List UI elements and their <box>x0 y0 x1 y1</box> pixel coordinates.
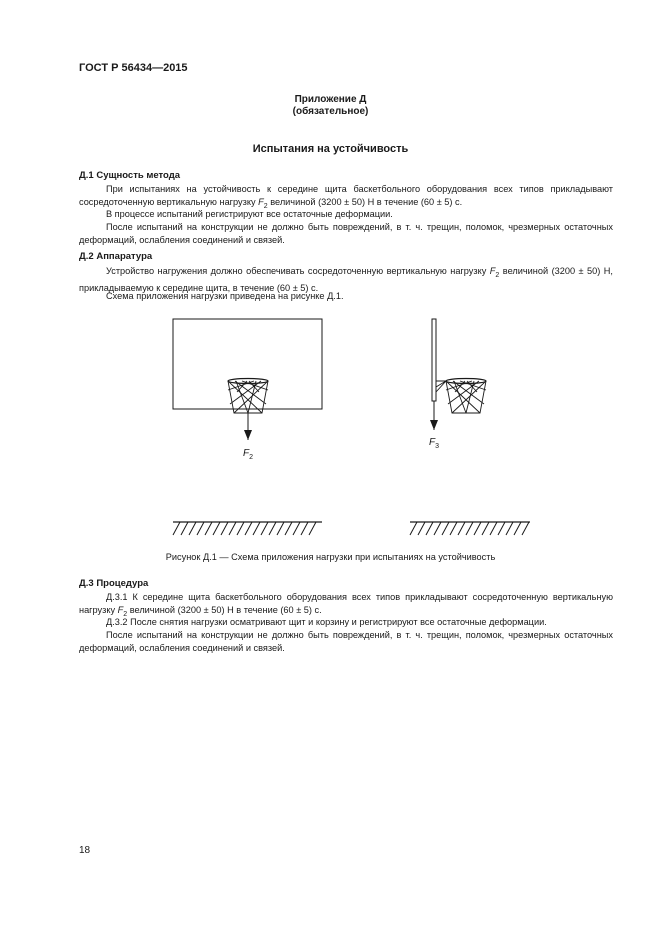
basket-front <box>222 379 268 414</box>
figure-caption: Рисунок Д.1 — Схема приложения нагрузки при испытаниях на устойчивость <box>165 552 496 562</box>
d3-paragraph-3: После испытаний на конструкции не должно быть повреждений, в т. ч. трещин, поломок, чрезмерных остаточных деформаций, ослабления соединений и связей. <box>79 630 613 653</box>
document-code: ГОСТ Р 56434—2015 <box>79 62 188 74</box>
hoop-mount <box>436 381 446 392</box>
d2-paragraph-1: Устройство нагружения должно обеспечивать сосредоточенную вертикальную нагрузку $F_2$ величиной (3200 ± 50) Н, прикладываемую к середине щита, в течение (60 ± 5) с. <box>79 266 613 294</box>
appendix-status: (обязательное) <box>292 106 369 117</box>
force-symbol: F <box>258 196 264 207</box>
d2-heading: Д.2 Аппаратура <box>79 251 153 262</box>
ground-right <box>410 522 530 535</box>
backboard-side <box>432 319 436 401</box>
ground-left <box>173 522 322 535</box>
d1-paragraph-2: В процессе испытаний регистрируют все остаточные деформации. <box>106 209 393 219</box>
d3-heading: Д.3 Процедура <box>79 578 149 589</box>
d1-heading: Д.1 Сущность метода <box>79 170 181 181</box>
label-f3: $F_3$ <box>429 437 440 450</box>
basket-side <box>446 379 486 414</box>
d3-paragraph-2: Д.3.2 После снятия нагрузки осматривают щит и корзину и регистрируют все остаточные деформации. <box>106 617 547 627</box>
label-f2: $F_2$ <box>243 448 254 461</box>
d1-paragraph-3: После испытаний на конструкции не должно быть повреждений, в т. ч. трещин, поломок, чрезмерных остаточных деформаций, ослабления соединений и связей. <box>79 222 613 245</box>
section-title: Испытания на устойчивость <box>252 143 409 155</box>
d3-paragraph-1: Д.3.1 К середине щита баскетбольного оборудования всех типов прикладывают сосредоточенную вертикальную нагрузку $F_2$ величиной (3200 ± 50) Н в течение (60 ± 5) с. <box>79 592 613 618</box>
appendix-title: Приложение Д <box>294 94 367 105</box>
d2-paragraph-2: Схема приложения нагрузки приведена на рисунке Д.1. <box>106 291 344 301</box>
page-number: 18 <box>79 845 91 856</box>
d1-paragraph-1: При испытаниях на устойчивость к середине щита баскетбольного оборудования всех типов прикладывают сосредоточенную вертикальную нагрузку $F_2$ величиной (3200 ± 50) Н в течение (60 ± 5) с. <box>79 184 613 210</box>
backboard-front <box>173 319 322 409</box>
